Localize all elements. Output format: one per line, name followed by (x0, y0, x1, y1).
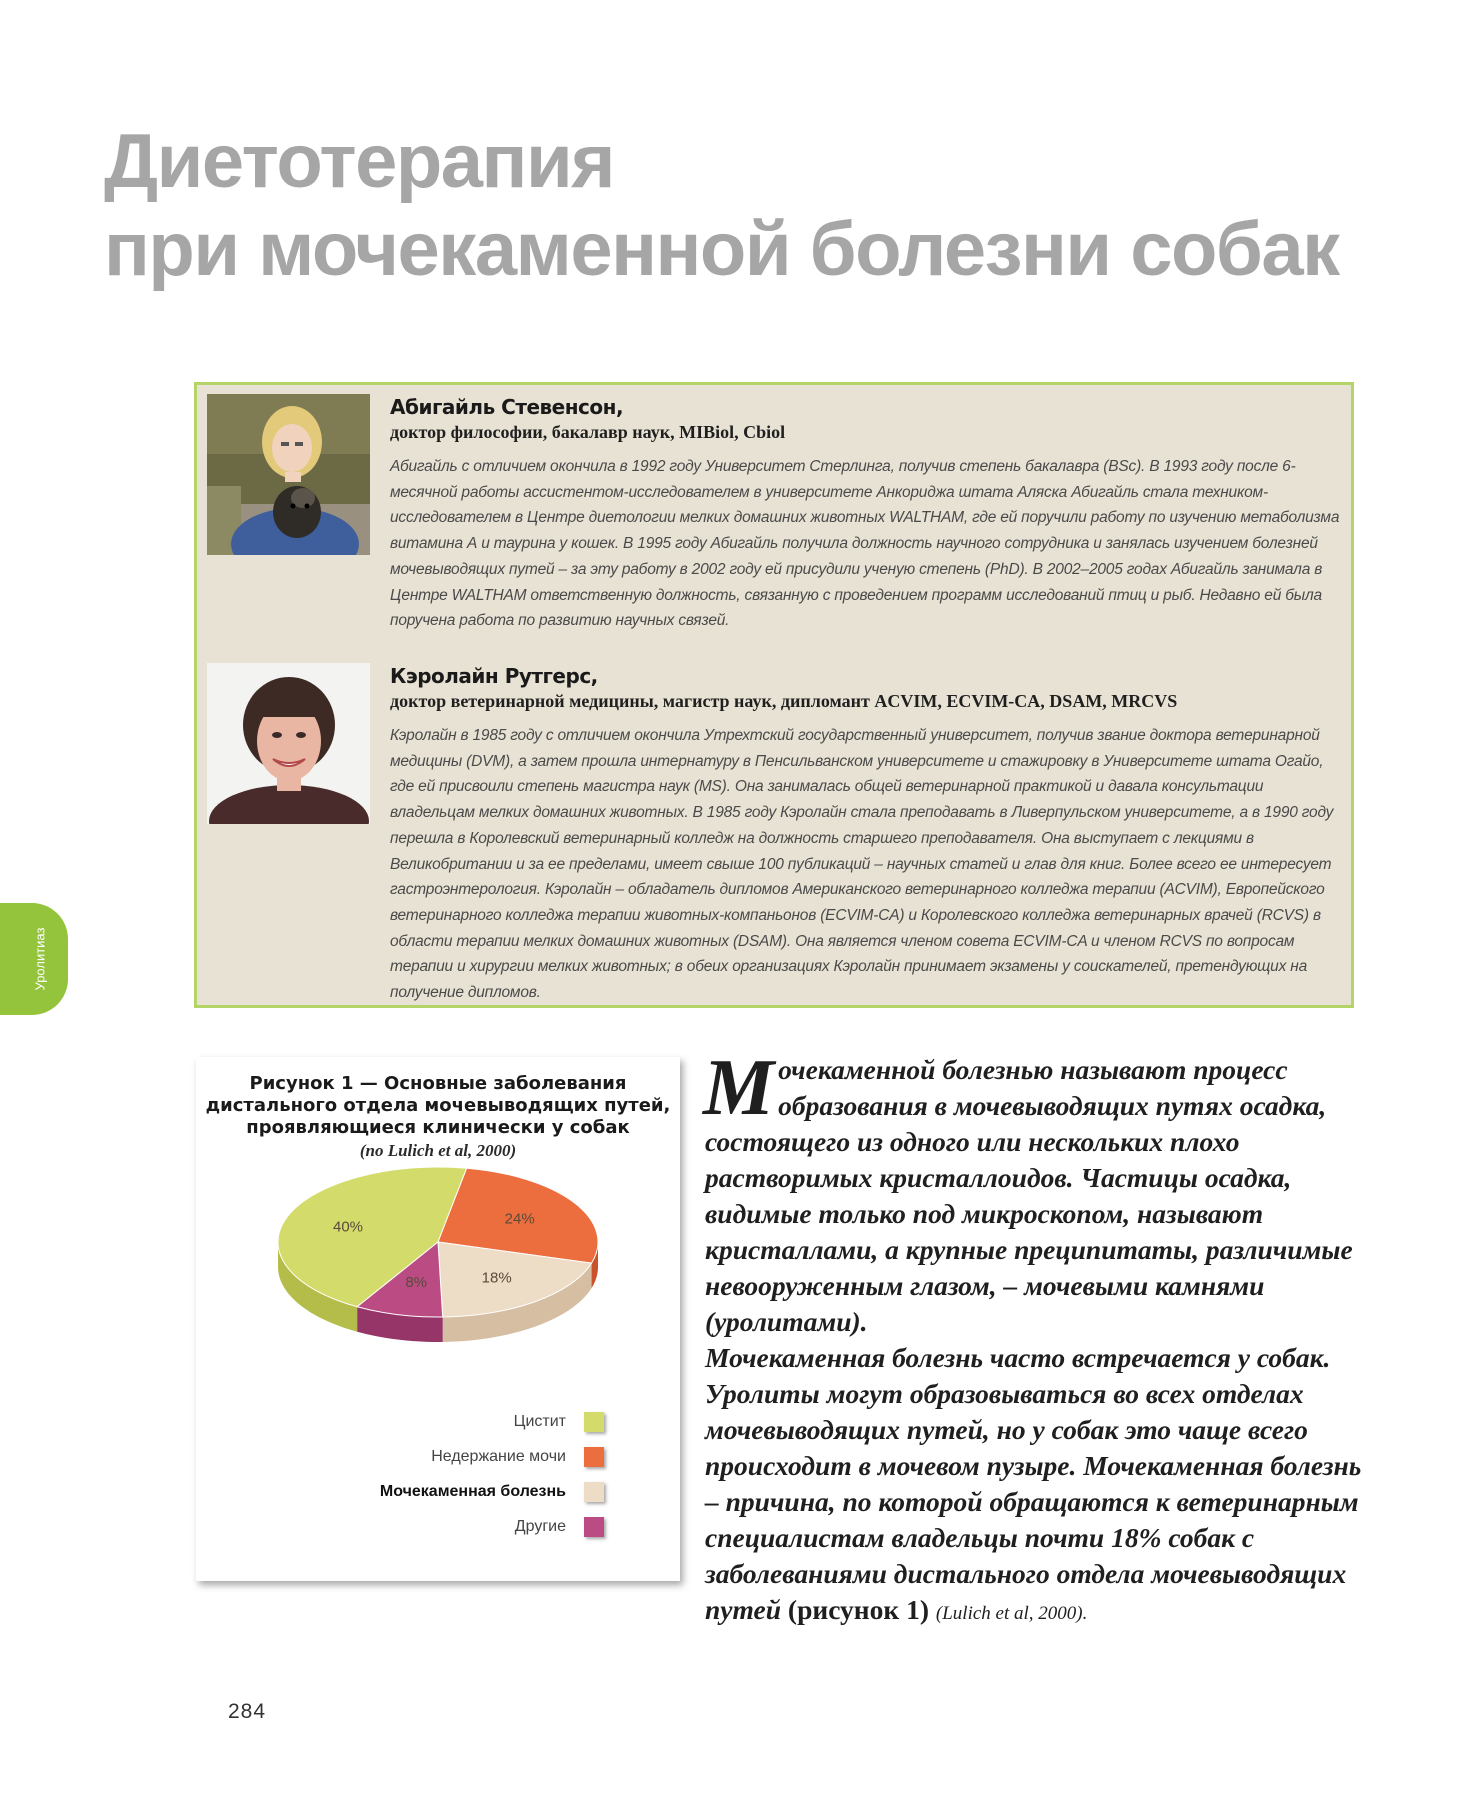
pie-chart (196, 1057, 680, 1407)
pie-label-other: 8% (405, 1274, 428, 1291)
section-side-tab (0, 903, 68, 1015)
author-name: Кэролайн Рутгерс, (390, 664, 598, 688)
page-title-line-2: при мочекаменной болезни собак (104, 207, 1339, 292)
legend-swatch (584, 1482, 604, 1502)
author-bio: Абигайль с отличием окончила в 1992 году Университет Стерлинга, получив степень бакалавра (BSc). В 1993 году после 6-месячной работы ассистентом-исследователем в университете Анкориджа штата Аляска Абигайль стала техником-исследователем в Центре диетологии мелких домашних животных WALTHAM, где ей поручили работу по изучению метаболизма витамина А и таурина у кошек. В 1995 году Абигайль получила должность научного сотрудника и занялась изучением болезней мочевыводящих путей – за эту работу в 2002 году ей присудили ученую степень (PhD). В 2002–2005 годах Абигайль занимала в Центре WALTHAM ответственную должность, связанную с проведением программ исследований птиц и рыб. Недавно ей была поручена работа по развитию научных связей. (390, 458, 1340, 630)
figure-1-chart (196, 1057, 680, 1581)
legend-label: Недержание мочи (431, 1448, 566, 1465)
body-text (703, 1044, 1365, 1632)
authors-box (194, 382, 1354, 1008)
author-info-stevenson (390, 394, 1350, 634)
legend-swatch (584, 1517, 604, 1537)
author-photo-rutgers (207, 663, 370, 824)
page-title (104, 118, 1339, 294)
page-number: 284 (228, 1700, 267, 1723)
chart-title-line-3: проявляющиеся клинически у собак (246, 1117, 630, 1138)
legend-swatch (584, 1447, 604, 1467)
legend-label: Цистит (513, 1413, 566, 1430)
section-side-tab-label: Уролитиаз (32, 927, 48, 991)
drop-cap: М (703, 1044, 775, 1132)
pie-label-incontinence: 24% (504, 1210, 535, 1228)
pie-label-cystitis: 40% (332, 1218, 364, 1236)
author-credentials: доктор ветеринарной медицины, магистр наук, дипломант ACVIM, ECVIM-CA, DSAM, MRCVS (390, 691, 1178, 711)
author-name: Абигайль Стевенсон, (390, 395, 624, 419)
author-info-rutgers (390, 663, 1350, 1006)
body-paragraph-1: очекаменной болезнью называют процесс образования в мочевыводящих путях осадка, состоящего из одного или нескольких плохо растворимых кристаллоидов. Частицы осадка, видимые только под микроскопом, называют кристаллами, а крупные преципитаты, различимые невооруженным глазом, – мочевыми камнями (уролитами). (705, 1054, 1353, 1337)
chart-source: (по Lulich et al, 2000) (359, 1141, 517, 1160)
pie-label-urolithiasis: 18% (481, 1269, 512, 1287)
author-credentials: доктор философии, бакалавр наук, MIBiol, Cbiol (390, 422, 786, 442)
page-title-line-1: Диетотерапия (104, 119, 615, 204)
legend-label: Мочекаменная болезнь (379, 1483, 566, 1500)
chart-title-line-2: дистального отдела мочевыводящих путей, (205, 1095, 671, 1116)
author-bio: Кэролайн в 1985 году с отличием окончила Утрехтский государственный университет, получив звание доктора ветеринарной медицины (DVM), а затем прошла интернатуру в Пенсильванском университете и стажировку в Университете штата Огайо, где ей присвоили степень магистра наук (MS). Она занималась общей ветеринарной практикой и давала консультации владельцам мелких домашних животных. В 1985 году Кэролайн стала преподавать в Ливерпульском университете, а в 1990 году перешла в Королевский ветеринарный колледж на должность старшего преподавателя. Она выступает с лекциями в Великобритании и за ее пределами, имеет свыше 100 публикаций – научных статей и глав для книг. Более всего ее интересует гастроэнтерология. Кэролайн – обладатель дипломов Американского ветеринарного колледжа терапии (ACVIM), Европейского ветеринарного колледжа терапии животных-компаньонов (ECVIM-CA) и Королевского колледжа ветеринарных врачей (RCVS) в области терапии мелких домашних животных (DSAM). Она является членом совета ECVIM-CA и членом RCVS по вопросам терапии и хирургии мелких животных; в обеих организациях Кэролайн принимает экзамены у соискателей, претендующих на получение дипломов. (390, 727, 1334, 1002)
legend-label: Другие (514, 1518, 566, 1535)
body-paragraph-2: Мочекаменная болезнь часто встречается у собак. Уролиты могут образовываться во всех отделах мочевыводящих путей, но у собак это чаще всего происходит в мочевом пузыре. Мочекаменная болезнь – причина, по которой обращаются к ветеринарным специалистам владельцы почти 18% собак с заболеваниями дистального отдела мочевыводящих путей (705, 1342, 1362, 1625)
chart-title-line-1: Рисунок 1 — Основные заболевания (249, 1073, 627, 1094)
citation: (Lulich et al, 2000). (935, 1603, 1088, 1624)
author-photo-stevenson (207, 394, 370, 555)
figure-reference: (рисунок 1) (787, 1594, 930, 1625)
legend-swatch (584, 1412, 604, 1432)
